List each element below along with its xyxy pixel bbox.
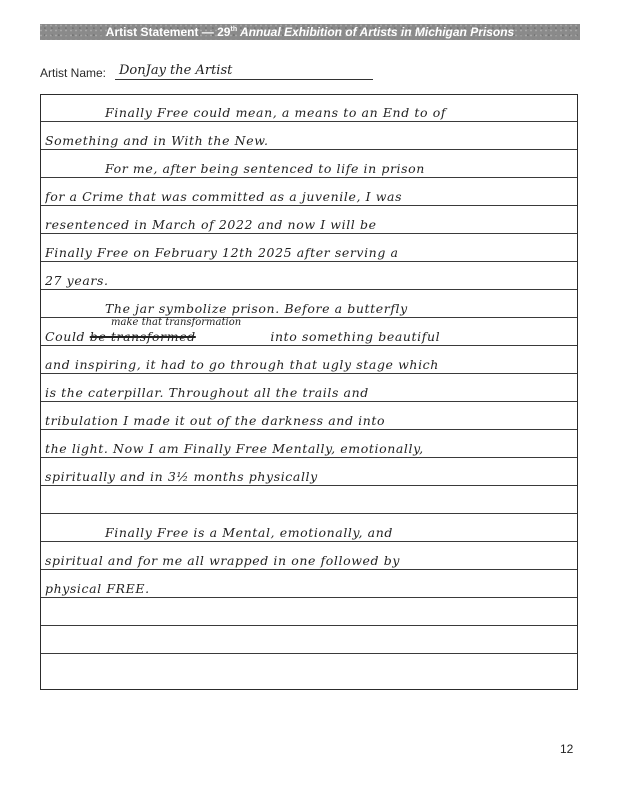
ruled-line [41, 401, 577, 402]
artist-name-value: DonJay the Artist [115, 64, 373, 80]
statement-line: Something and in With the New. [45, 133, 269, 148]
statement-line: The jar symbolize prison. Before a butterfly [105, 301, 408, 316]
statement-line: Finally Free on February 12th 2025 after serving a [45, 245, 399, 260]
line-prefix: Could [45, 329, 86, 344]
statement-line: and inspiring, it had to go through that ugly stage which [45, 357, 439, 372]
ruled-line [41, 373, 577, 374]
statement-line: For me, after being sentenced to life in prison [105, 161, 425, 176]
ruled-line [41, 121, 577, 122]
artist-name-row [40, 64, 340, 82]
statement-line: physical FREE. [45, 581, 150, 596]
statement-line: resentenced in March of 2022 and now I will be [45, 217, 377, 232]
statement-line: for a Crime that was committed as a juvenile, I was [45, 189, 403, 204]
banner-title-part1: Artist Statement — 29 [105, 25, 231, 39]
ruled-line [41, 513, 577, 514]
ruled-line [41, 597, 577, 598]
page-number: 12 [560, 742, 574, 756]
ruled-line [41, 149, 577, 150]
statement-line: is the caterpillar. Throughout all the trails and [45, 385, 369, 400]
ruled-line [41, 205, 577, 206]
statement-line: spiritually and in 3½ months physically [45, 469, 318, 484]
ruled-line [41, 457, 577, 458]
ruled-line [41, 541, 577, 542]
line-continuation: into something beautiful [270, 329, 441, 344]
ruled-line [41, 485, 577, 486]
statement-line: spiritual and for me all wrapped in one followed by [45, 553, 400, 568]
statement-line: 27 years. [45, 273, 109, 288]
ruled-line [41, 261, 577, 262]
inserted-correction: make that transformation [111, 317, 242, 328]
ruled-line [41, 289, 577, 290]
ruled-line [41, 653, 577, 654]
statement-line: Finally Free is a Mental, emotionally, and [105, 525, 393, 540]
statement-line-corrected [45, 329, 573, 345]
artist-name-label: Artist Name: [40, 66, 107, 80]
ruled-line [41, 233, 577, 234]
ruled-line [41, 429, 577, 430]
ruled-line [41, 177, 577, 178]
statement-line: the light. Now I am Finally Free Mentally, emotionally, [45, 441, 424, 456]
statement-line: tribulation I made it out of the darkness and into [45, 413, 386, 428]
exhibition-banner [40, 24, 580, 40]
ruled-line [41, 569, 577, 570]
statement-line: Finally Free could mean, a means to an End to of [105, 105, 447, 120]
ruled-line [41, 625, 577, 626]
crossed-out-text: be transformed [89, 329, 196, 344]
statement-sheet [40, 94, 578, 690]
banner-title-sup: th [230, 26, 238, 33]
ruled-line [41, 345, 577, 346]
banner-title-part2: Annual Exhibition of Artists in Michigan Prisons [237, 25, 515, 39]
